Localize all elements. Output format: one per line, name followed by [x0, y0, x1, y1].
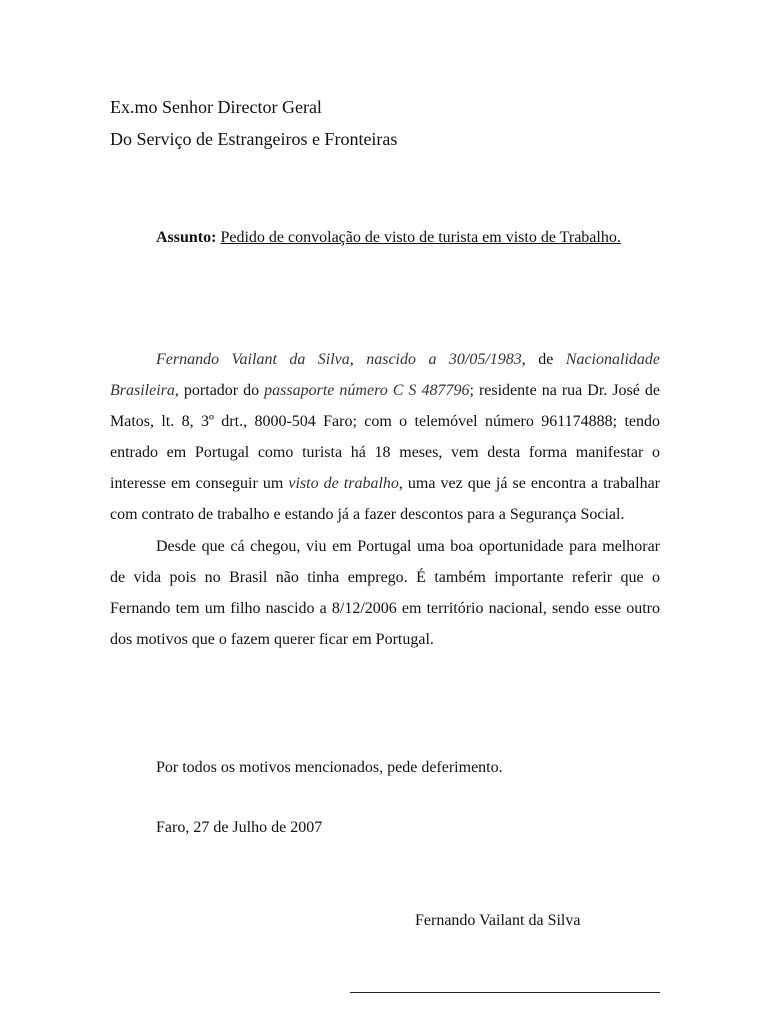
text-fragment: , uma vez que já se encontra a trabalhar com contrato de trabalho e estando já a fazer descontos para a Segurança Social.: [110, 475, 661, 524]
closing-line: Por todos os motivos mencionados, pede deferimento.: [156, 759, 503, 776]
subject-label: Assunto:: [156, 229, 217, 246]
text-fragment: , de: [521, 351, 566, 368]
addressee-title: Ex.mo Senhor Director Geral: [110, 97, 322, 117]
birth-date: nascido a 30/05/1983: [366, 351, 522, 368]
text-fragment: ; residente na rua Dr. José de Matos, lt. 8, 3º drt., 8000-504 Faro; com o telemóvel número 961174888; tendo entrado em Portugal como turista há 18 meses, vem desta forma manifestar o interesse em conseguir um: [110, 382, 661, 493]
passport-number: passaporte número C S 487796: [264, 382, 470, 400]
paragraph-identification: [110, 344, 660, 531]
text-fragment: ,: [349, 351, 367, 368]
place-date: Faro, 27 de Julho de 2007: [156, 819, 323, 836]
signatory-name: Fernando Vailant da Silva: [415, 912, 581, 929]
addressee-block: [110, 91, 397, 155]
addressee-office: Do Serviço de Estrangeiros e Fronteiras: [110, 129, 398, 149]
text-fragment: , portador do: [174, 382, 265, 400]
visa-type: visto de trabalho: [288, 475, 399, 493]
paragraph-motivation: Desde que cá chegou, viu em Portugal uma boa oportunidade para melhorar de vida pois no Brasil não tinha emprego. É também importante referir que o Fernando tem um filho nascido a 8/12/2006 em território nacional, sendo esse outro dos motivos que o fazem querer ficar em Portugal.: [110, 537, 660, 648]
letter-body: [110, 344, 660, 655]
applicant-name: Fernando Vailant da Silva: [156, 351, 350, 368]
subject-block: [110, 222, 662, 253]
signature-line: [350, 992, 660, 993]
subject-text: Pedido de convolação de visto de turista em visto de Trabalho.: [220, 229, 621, 246]
nationality: Nacionalidade Brasileira: [110, 351, 660, 400]
